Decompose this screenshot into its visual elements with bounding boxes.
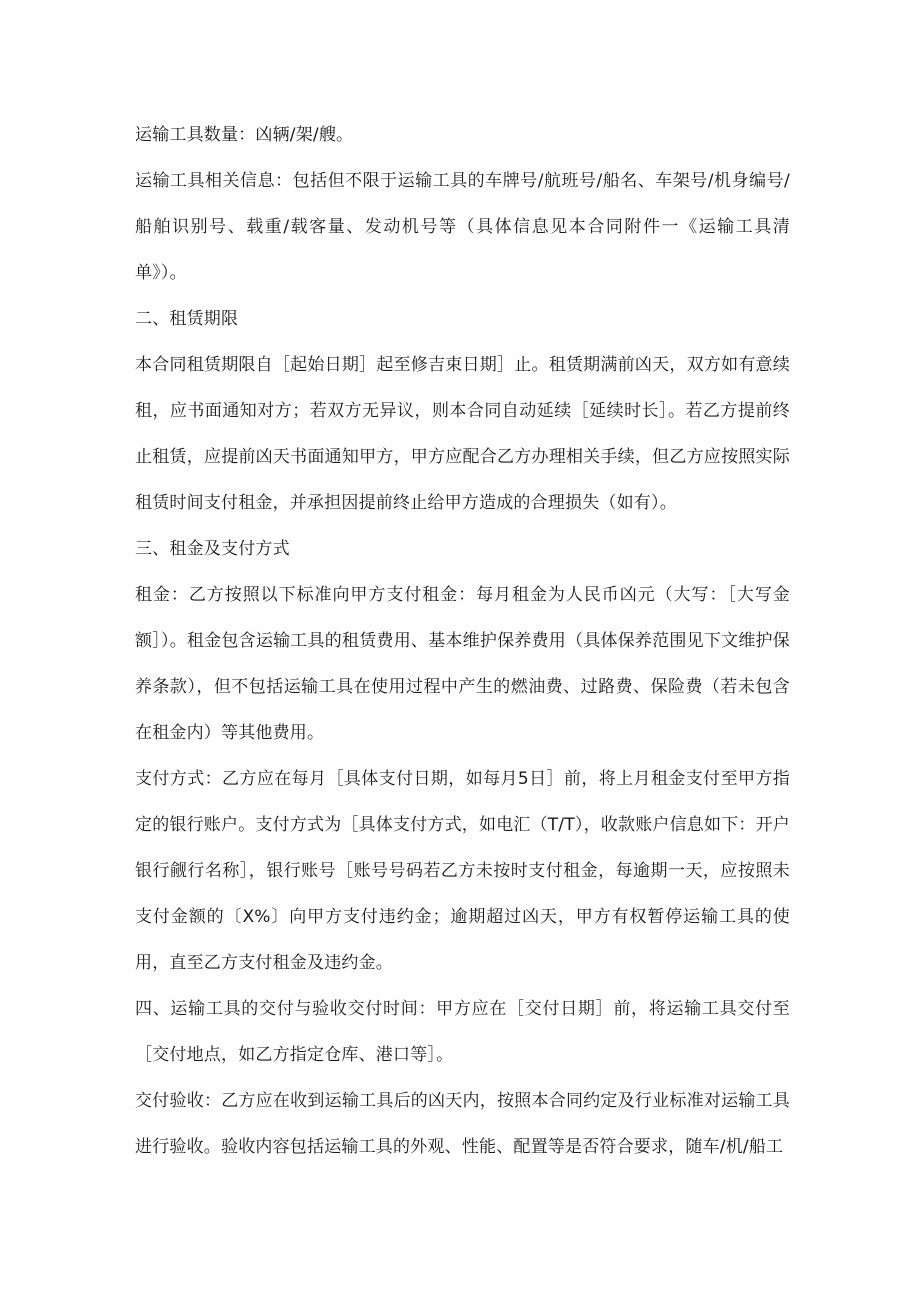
section-heading-lease-term: 二、租赁期限 (135, 309, 239, 329)
delivery-acceptance-paragraph: 交付验收：乙方应在收到运输工具后的凶天内，按照本合同约定及行业标准对运输工具进行验收。验收内容包括运输工具的外观、性能、配置等是否符合要求，随车/机/船工 (135, 1091, 790, 1157)
rent-paragraph: 租金：乙方按照以下标准向甲方支付租金：每月租金为人民币凶元（大写：［大写金额］）。租金包含运输工具的租赁费用、基本维护保养费用（具体保养范围见下文维护保养条款），但不包括运输工具在使用过程中产生的燃油费、过路费、保险费（若未包含在租金内）等其他费用。 (135, 585, 790, 743)
vehicle-quantity-paragraph: 运输工具数量：凶辆/架/艘。 (135, 125, 354, 145)
vehicle-info-paragraph: 运输工具相关信息：包括但不限于运输工具的车牌号/航班号/船名、车架号/机身编号/船舶识别号、载重/载客量、发动机号等（具体信息见本合同附件一《运输工具清单》）。 (135, 171, 790, 283)
payment-method-paragraph: 支付方式：乙方应在每月［具体支付日期，如每月5日］前，将上月租金支付至甲方指定的银行账户。支付方式为［具体支付方式，如电汇（T/T），收款账户信息如下：开户银行觎行名称］，银行账号［账号号码若乙方未按时支付租金，每逾期一天，应按照未支付金额的〔X%〕向甲方支付违约金；逾期超过凶天，甲方有权暂停运输工具的使用，直至乙方支付租金及违约金。 (135, 769, 790, 973)
delivery-time-paragraph: 四、运输工具的交付与验收交付时间：甲方应在［交付日期］前，将运输工具交付至［交付地点，如乙方指定仓库、港口等］。 (135, 999, 790, 1065)
section-heading-rent-payment: 三、租金及支付方式 (135, 539, 290, 559)
document-page (135, 112, 790, 1170)
lease-term-paragraph: 本合同租赁期限自［起始日期］起至修吉束日期］止。租赁期满前凶天，双方如有意续租，应书面通知对方；若双方无异议，则本合同自动延续［延续时长］。若乙方提前终止租赁，应提前凶天书面通知甲方，甲方应配合乙方办理相关手续，但乙方应按照实际租赁时间支付租金，并承担因提前终止给甲方造成的合理损失（如有）。 (135, 355, 790, 513)
